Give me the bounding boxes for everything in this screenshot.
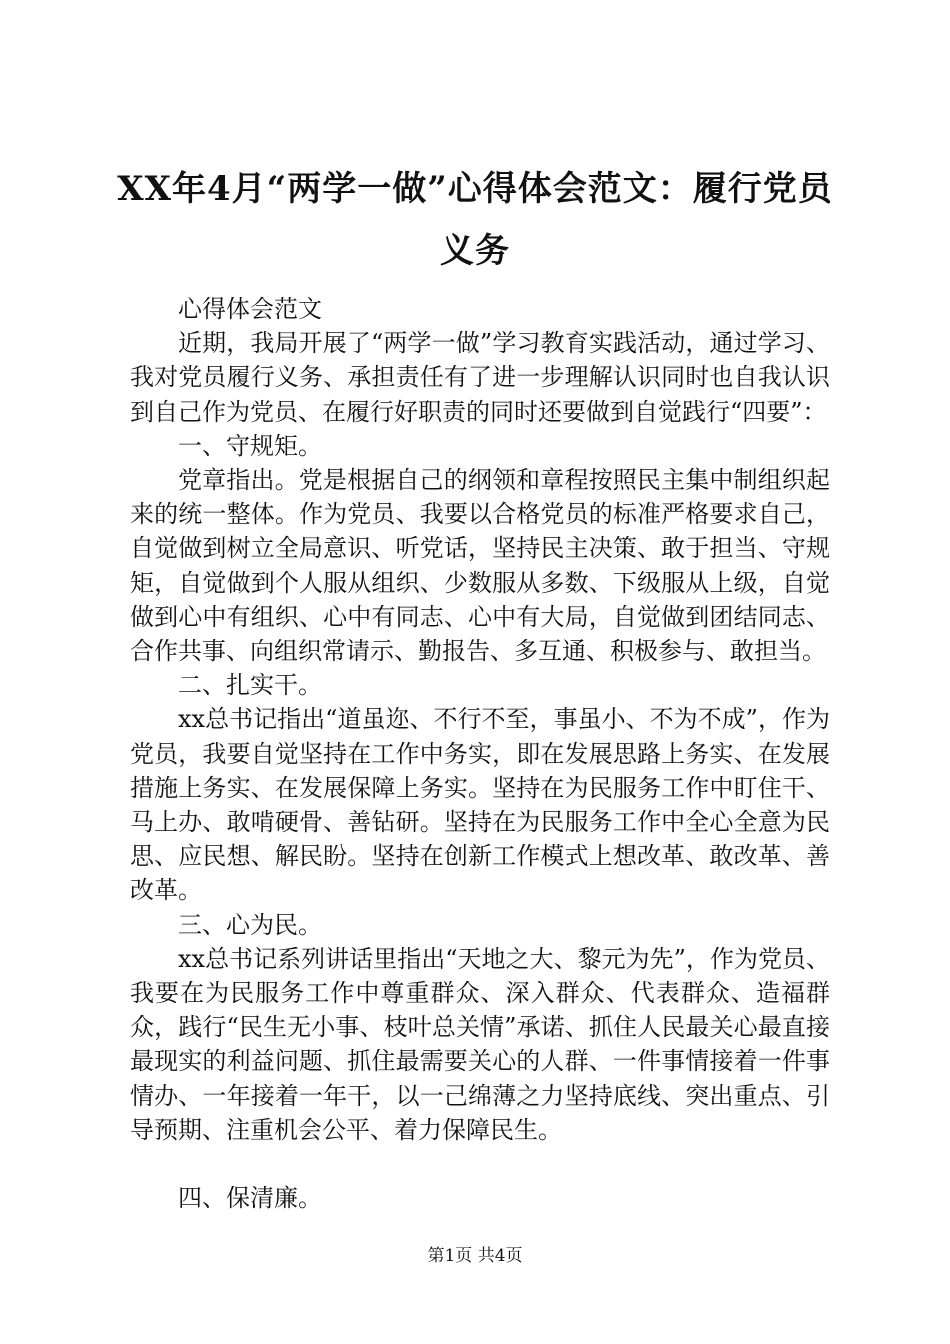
heading-section-2: 二、扎实干。 xyxy=(178,671,322,700)
document-title: XX年4月“两学一做”心得体会范文：履行党员义务 xyxy=(117,169,833,271)
document-body xyxy=(130,292,830,1215)
paragraph-intro: 近期，我局开展了“两学一做”学习教育实践活动，通过学习、我对党员履行义务、承担责任有了进一步理解认识同时也自我认识到自己作为党员、在履行好职责的同时还要做到自觉践行“四要”： xyxy=(130,329,830,426)
heading-section-1: 一、守规矩。 xyxy=(178,431,322,460)
heading-section-4: 四、保清廉。 xyxy=(178,1184,322,1213)
paragraph-subtitle: 心得体会范文 xyxy=(178,295,322,323)
paragraph-section-3: xx总书记系列讲话里指出“天地之大、黎元为先”，作为党员、我要在为民服务工作中尊重群众、深入群众、代表群众、造福群众，践行“民生无小事、枝叶总关情”承诺、抓住人民最关心最直接最现实的利益问题、抓住最需要关心的人群、一件事情接着一件事情办、一年接着一年干，以一己绵薄之力坚持底线、突出重点、引导预期、注重机会公平、着力保障民生。 xyxy=(130,944,830,1144)
heading-section-3: 三、心为民。 xyxy=(178,910,322,939)
paragraph-section-1: 党章指出。党是根据自己的纲领和章程按照民主集中制组织起来的统一整体。作为党员、我要以合格党员的标准严格要求自己，自觉做到树立全局意识、听党话，坚持民主决策、敢于担当、守规矩，自觉做到个人服从组织、少数服从多数、下级服从上级，自觉做到心中有组织、心中有同志、心中有大局，自觉做到团结同志、合作共事、向组织常请示、勤报告、多互通、积极参与、敢担当。 xyxy=(130,466,830,666)
page-footer: 第1页 共4页 xyxy=(427,1246,523,1266)
paragraph-section-2: xx总书记指出“道虽迩、不行不至，事虽小、不为不成”，作为党员，我要自觉坚持在工作中务实，即在发展思路上务实、在发展措施上务实、在发展保障上务实。坚持在为民服务工作中盯住干、马上办、敢啃硬骨、善钻研。坚持在为民服务工作中全心全意为民思、应民想、解民盼。坚持在创新工作模式上想改革、敢改革、善改革。 xyxy=(130,705,830,905)
